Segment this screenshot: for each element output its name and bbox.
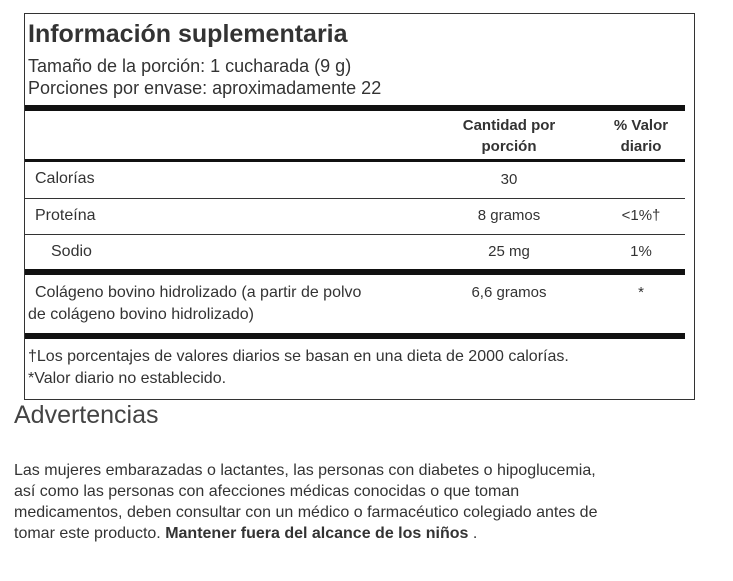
row-amount-sodium: 25 mg: [488, 243, 530, 260]
divider-thick: [25, 269, 685, 275]
header-daily-value: % Valor diario: [613, 117, 669, 155]
row-name-protein: Proteína: [35, 207, 96, 224]
serving-size: Tamaño de la porción: 1 cucharada (9 g): [28, 56, 352, 76]
divider-thin: [25, 198, 685, 199]
row-name-collagen-line1: Colágeno bovino hidrolizado (a partir de polvo: [35, 284, 362, 301]
row-amount-protein: 8 gramos: [477, 207, 541, 224]
row-name-sodium: Sodio: [51, 243, 92, 260]
divider-medium: [25, 159, 685, 162]
warnings-line: Las mujeres embarazadas o lactantes, las personas con diabetes o hipoglucemia,: [14, 462, 596, 479]
row-name-calories: Calorías: [35, 170, 95, 187]
row-amount-collagen: 6,6 gramos: [471, 284, 547, 301]
warnings-line: tomar este producto. Mantener fuera del alcance de los niños .: [14, 525, 478, 542]
divider-thin: [25, 234, 685, 235]
row-name-collagen-line2: de colágeno bovino hidrolizado): [28, 306, 254, 323]
footnote-not-established: *Valor diario no establecido.: [28, 370, 227, 387]
footnote-daily-value: †Los porcentajes de valores diarios se basan en una dieta de 2000 calorías.: [28, 348, 569, 365]
warnings-title: Advertencias: [14, 401, 159, 429]
facts-title: Información suplementaria: [28, 20, 348, 48]
warnings-line: medicamentos, deben consultar con un médico o farmacéutico colegiado antes de: [14, 504, 598, 521]
row-dv-protein: <1%†: [621, 207, 661, 224]
warnings-text: [14, 460, 714, 544]
keep-away-from-children: Mantener fuera del alcance de los niños: [165, 525, 469, 542]
header-amount-per-serving: Cantidad por porción: [462, 117, 556, 155]
row-amount-calories: 30: [500, 171, 518, 188]
divider-thick: [25, 105, 685, 111]
row-dv-sodium: 1%: [630, 243, 652, 260]
warnings-line: así como las personas con afecciones médicas conocidas o que toman: [14, 483, 520, 500]
supplement-facts-panel: [24, 13, 695, 400]
servings-per-container: Porciones por envase: aproximadamente 22: [28, 78, 382, 98]
divider-thick: [25, 333, 685, 339]
row-dv-collagen: *: [638, 284, 644, 301]
